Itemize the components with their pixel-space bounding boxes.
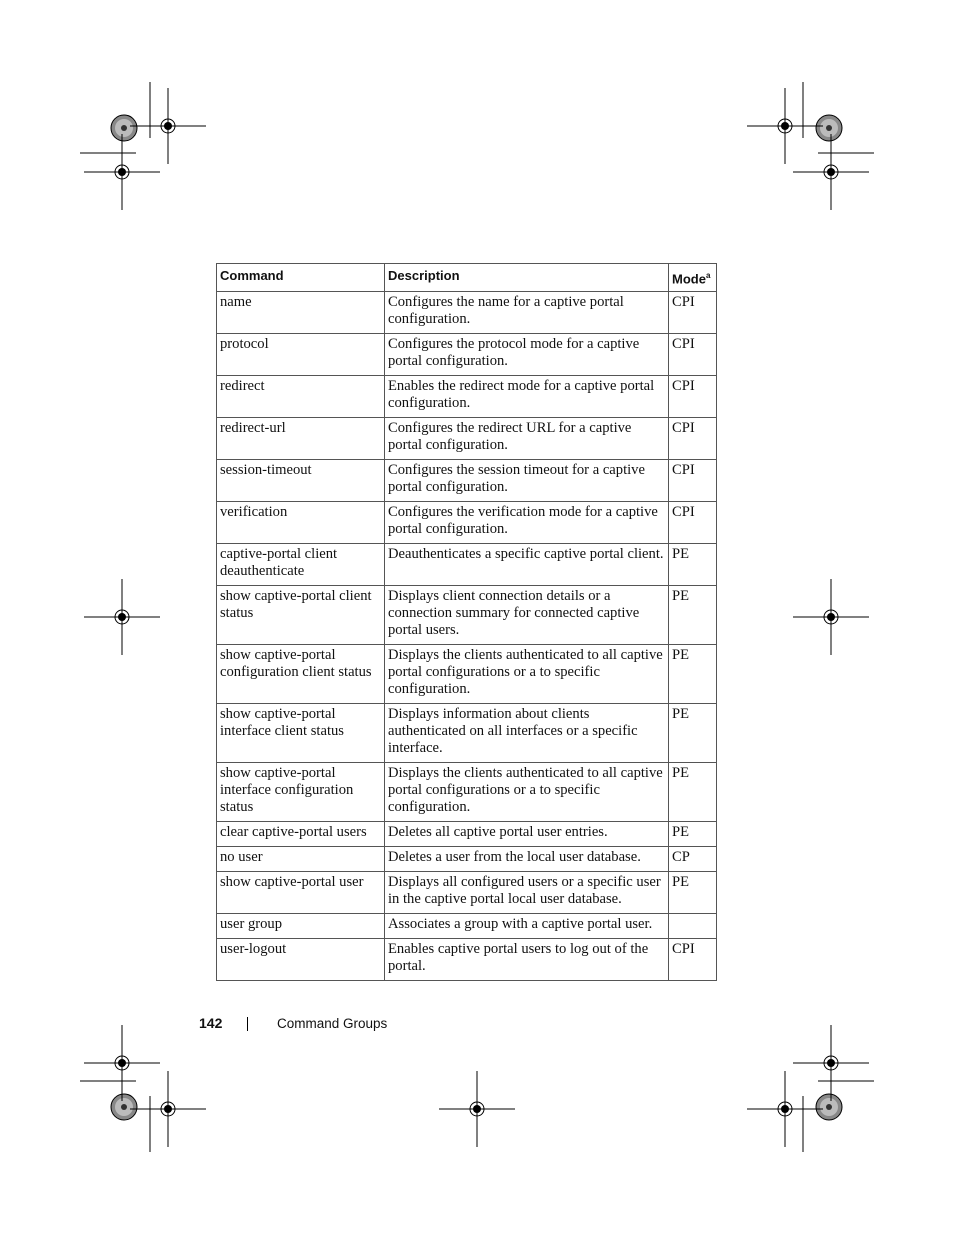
- cell-description: Displays all configured users or a specific user in the captive portal local user database.: [385, 872, 669, 914]
- table-row: [217, 460, 717, 502]
- table-row: [217, 544, 717, 586]
- cell-command: user-logout: [217, 939, 385, 981]
- cell-mode: PE: [669, 822, 717, 847]
- cell-mode: CP: [669, 847, 717, 872]
- cell-description: Enables the redirect mode for a captive portal configuration.: [385, 376, 669, 418]
- table-row: [217, 334, 717, 376]
- header-mode: Mode$^a$: [669, 264, 717, 292]
- table-row: [217, 418, 717, 460]
- cell-description: Displays the clients authenticated to all captive portal configurations or a to specific configuration.: [385, 763, 669, 822]
- table-row: [217, 939, 717, 981]
- cell-mode: PE: [669, 763, 717, 822]
- cell-command: show captive-portal interface client status: [217, 704, 385, 763]
- cell-mode: PE: [669, 544, 717, 586]
- cell-mode: PE: [669, 704, 717, 763]
- cell-command: show captive-portal interface configuration status: [217, 763, 385, 822]
- header-command: Command: [217, 264, 385, 292]
- cell-description: Configures the verification mode for a captive portal configuration.: [385, 502, 669, 544]
- page-number: 142: [199, 1015, 223, 1031]
- cell-description: Deletes all captive portal user entries.: [385, 822, 669, 847]
- table-row: [217, 704, 717, 763]
- cell-command: protocol: [217, 334, 385, 376]
- cell-description: Enables captive portal users to log out of the portal.: [385, 939, 669, 981]
- cell-command: clear captive-portal users: [217, 822, 385, 847]
- table-row: [217, 502, 717, 544]
- cell-command: captive-portal client deauthenticate: [217, 544, 385, 586]
- cell-description: Deletes a user from the local user database.: [385, 847, 669, 872]
- cell-command: user group: [217, 914, 385, 939]
- cell-command: verification: [217, 502, 385, 544]
- cell-description: Displays the clients authenticated to all captive portal configurations or a to specific configuration.: [385, 645, 669, 704]
- command-table: [216, 263, 717, 981]
- table-header-row: [217, 264, 717, 292]
- cell-command: redirect-url: [217, 418, 385, 460]
- table-row: [217, 645, 717, 704]
- cell-mode: PE: [669, 645, 717, 704]
- cell-description: Configures the redirect URL for a captive portal configuration.: [385, 418, 669, 460]
- cell-command: no user: [217, 847, 385, 872]
- cell-description: Displays client connection details or a connection summary for connected captive portal users.: [385, 586, 669, 645]
- cell-description: Configures the protocol mode for a captive portal configuration.: [385, 334, 669, 376]
- table-row: [217, 763, 717, 822]
- cell-mode: CPI: [669, 292, 717, 334]
- cell-command: show captive-portal configuration client status: [217, 645, 385, 704]
- table-row: [217, 292, 717, 334]
- table-row: [217, 822, 717, 847]
- cell-mode: CPI: [669, 376, 717, 418]
- table-row: [217, 914, 717, 939]
- cell-command: name: [217, 292, 385, 334]
- footer-section-title: Command Groups: [277, 1016, 388, 1031]
- cell-mode: PE: [669, 872, 717, 914]
- cell-mode: CPI: [669, 460, 717, 502]
- cell-description: Deauthenticates a specific captive portal client.: [385, 544, 669, 586]
- cell-command: session-timeout: [217, 460, 385, 502]
- cell-command: show captive-portal client status: [217, 586, 385, 645]
- cell-description: Displays information about clients authenticated on all interfaces or a specific interface.: [385, 704, 669, 763]
- cell-description: Associates a group with a captive portal user.: [385, 914, 669, 939]
- table-row: [217, 847, 717, 872]
- cell-command: redirect: [217, 376, 385, 418]
- cell-command: show captive-portal user: [217, 872, 385, 914]
- cell-mode: [669, 914, 717, 939]
- cell-mode: CPI: [669, 418, 717, 460]
- cell-mode: PE: [669, 586, 717, 645]
- table-row: [217, 376, 717, 418]
- cell-description: Configures the session timeout for a captive portal configuration.: [385, 460, 669, 502]
- cell-mode: CPI: [669, 502, 717, 544]
- mode-footnote-marker: a: [705, 271, 711, 280]
- cell-mode: CPI: [669, 939, 717, 981]
- table-body: [217, 292, 717, 981]
- footer-separator: [247, 1017, 248, 1031]
- cell-mode: CPI: [669, 334, 717, 376]
- table-row: [217, 872, 717, 914]
- header-description: Description: [385, 264, 669, 292]
- cell-description: Configures the name for a captive portal configuration.: [385, 292, 669, 334]
- table-row: [217, 586, 717, 645]
